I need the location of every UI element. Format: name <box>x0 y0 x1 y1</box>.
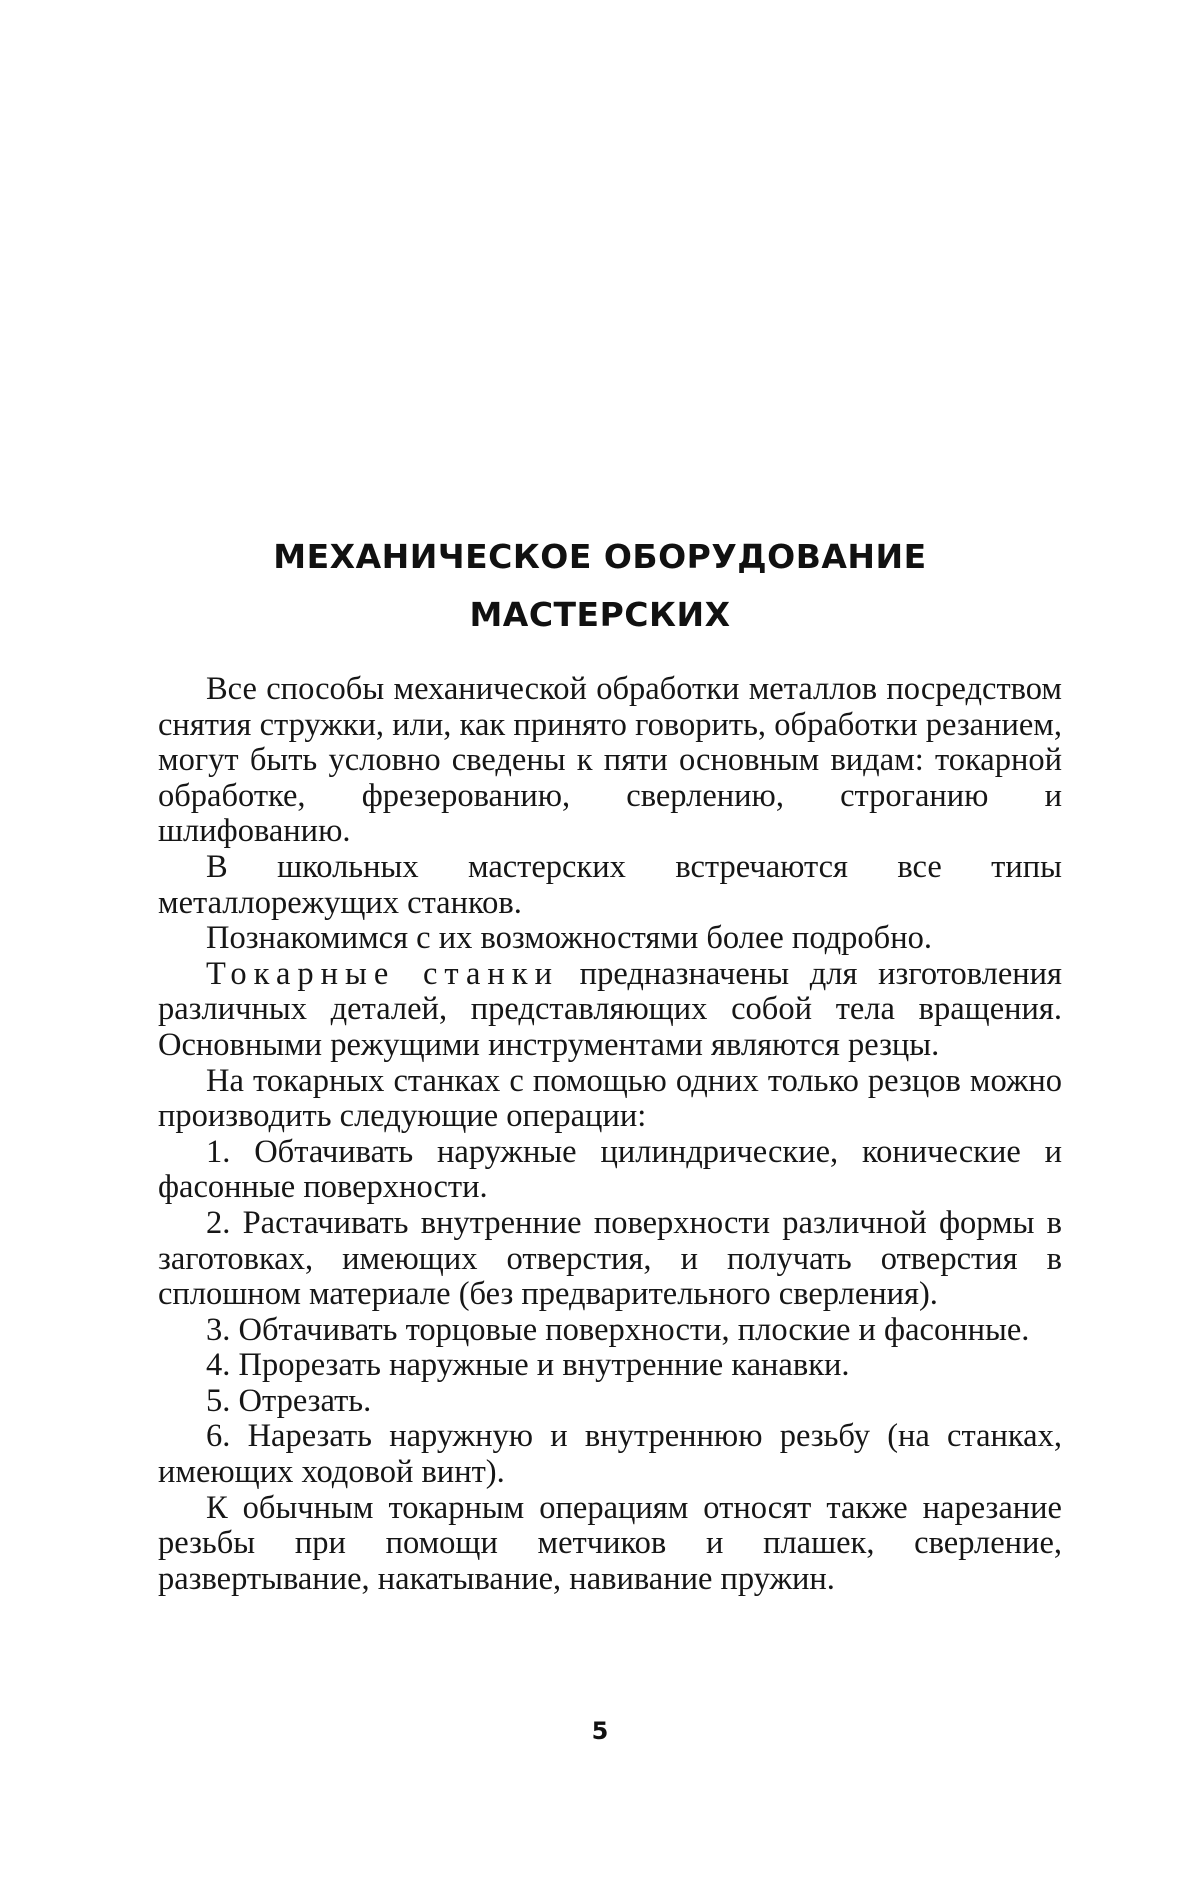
list-item-4: 4. Прорезать наружные и внутренние канавки. <box>206 1347 850 1384</box>
chapter-title <box>160 528 1040 644</box>
chapter-title-line-2: МАСТЕРСКИХ <box>469 595 731 634</box>
list-item-5: 5. Отрезать. <box>206 1382 372 1419</box>
paragraph-intro: Все способы механической обработки металлов посредством снятия стружки, или, как принято говорить, обработки резанием, могут быть условно сведены к пяти основным видам: токарной обработке, фрезерованию, сверлению, строганию и шлифованию. <box>158 671 1062 850</box>
lathes-term: Токарные станки <box>206 955 559 992</box>
list-item-2: 2. Растачивать внутренние поверхности различной формы в заготовках, имеющих отверстия, и получать отверстия в сплошном материале (без предварительного сверления). <box>158 1204 1062 1313</box>
paragraph-other-operations: К обычным токарным операциям относят также нарезание резьбы при помощи метчиков и плашек, сверление, развертывание, накатывание, навивание пружин. <box>158 1489 1062 1597</box>
list-item-1: 1. Обтачивать наружные цилиндрические, конические и фасонные поверхности. <box>158 1133 1062 1206</box>
list-item-6: 6. Нарезать наружную и внутреннюю резьбу (на станках, имеющих ходовой винт). <box>158 1418 1062 1491</box>
lathes-description: предназначены для изготовления различных деталей, представляющих собой тела вращения. Основными режущими инструментами являются резцы. <box>158 955 1062 1063</box>
body-text <box>158 672 1062 1597</box>
list-item-3: 3. Обтачивать торцовые поверхности, плоские и фасонные. <box>206 1311 1030 1348</box>
paragraph-operations-intro: На токарных станках с помощью одних только резцов можно производить следующие операции: <box>158 1062 1062 1135</box>
chapter-title-line-1: МЕХАНИЧЕСКОЕ ОБОРУДОВАНИЕ <box>273 537 927 576</box>
paragraph-get-acquainted: Познакомимся с их возможностями более подробно. <box>206 920 932 957</box>
paragraph-school-workshops: В школьных мастерских встречаются все типы металлорежущих станков. <box>158 848 1062 921</box>
page-number: 5 <box>591 1717 609 1745</box>
paragraph-lathes <box>158 957 1062 1064</box>
